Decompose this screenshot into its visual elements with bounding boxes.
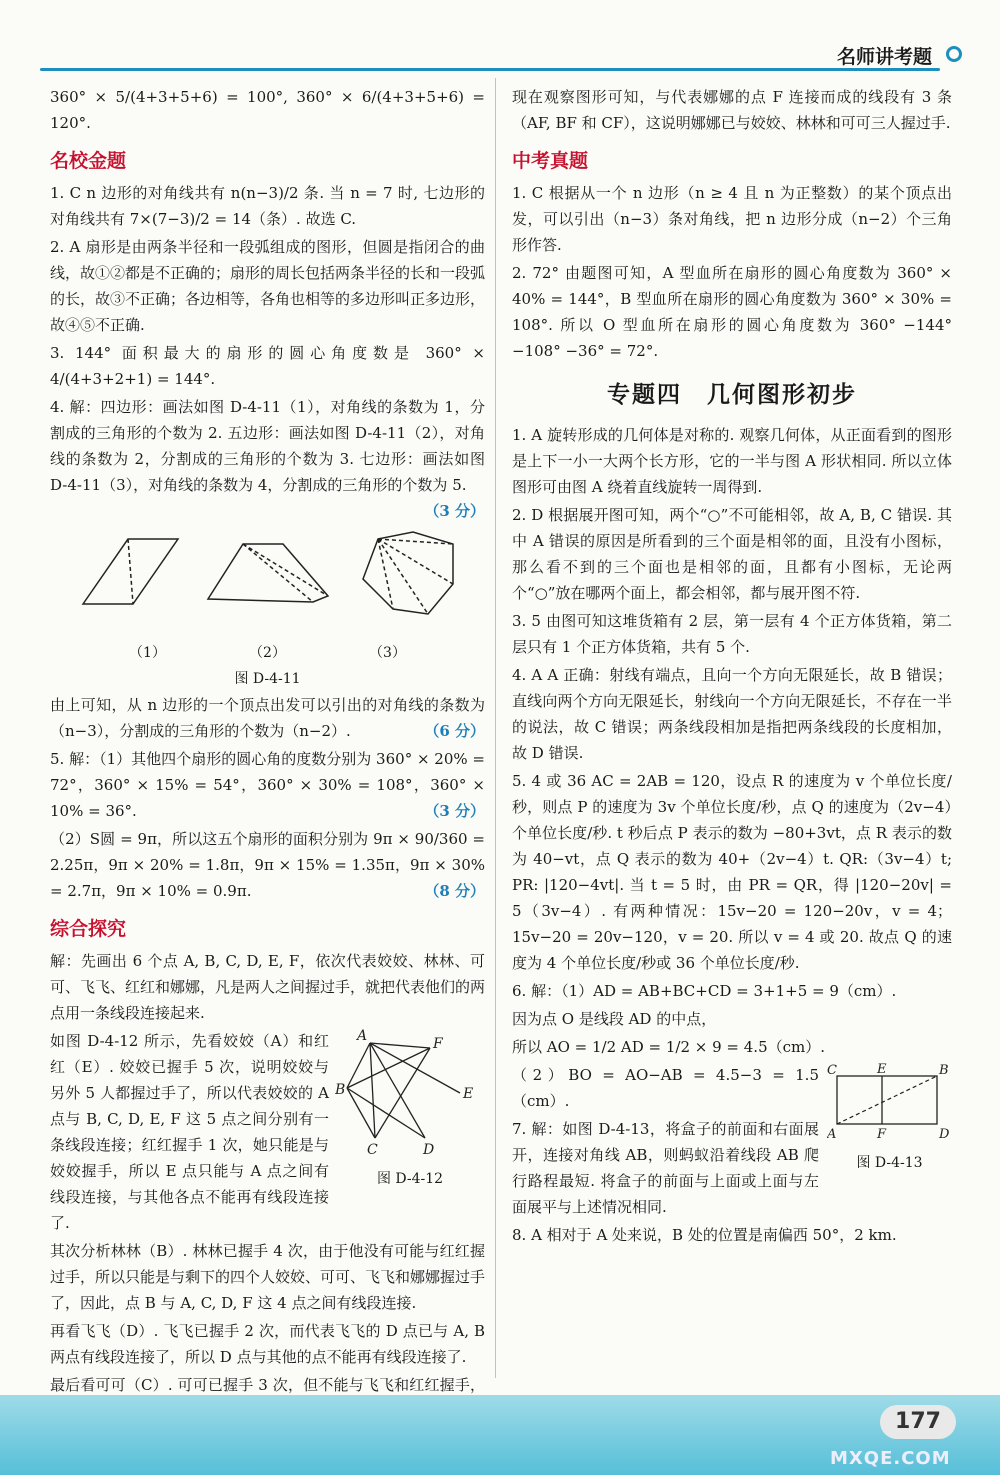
q7-with-figure xyxy=(512,1062,952,1222)
header-rule xyxy=(40,68,940,71)
point-label-e: E xyxy=(463,1086,474,1102)
left-column xyxy=(50,84,485,1426)
header-title: 名师讲考题 xyxy=(836,46,932,68)
explore-with-figure xyxy=(50,1028,485,1238)
topic-q6a: 6. 解：（1）AD = AB+BC+CD = 3+1+5 = 9（cm）. xyxy=(512,982,897,1000)
section-title-zonghe: 综合探究 xyxy=(50,918,127,940)
question-2: 2. A 扇形是由两条半径和一段弧组成的图形，但圆是指闭合的曲线，故①②都是不正确的；扇形的周长包括两条半径的长和一段弧的长，故③不正确；各边相等，各角也相等的多边形叫正多边形，故④⑤不正确. xyxy=(50,238,486,334)
section-title-mingxiao: 名校金题 xyxy=(50,150,127,172)
watermark: MXQE.COM xyxy=(830,1448,951,1469)
figure-d-4-13 xyxy=(827,1062,952,1142)
box-label-a: A xyxy=(827,1127,837,1142)
topic-q2: 2. D 根据展开图可知，两个“○”不可能相邻，故 A, B, C 错误. 其中 A 错误的原因是所看到的三个面是相邻的面，且没有小图标，那么看不到的三个面也是相邻的面，且都有小图标，无论两个“○”放在哪两个面上，都会相邻，都与展开图不符. xyxy=(512,506,952,602)
question-4 xyxy=(50,394,485,520)
point-label-b: B xyxy=(335,1082,346,1098)
q6-q7-text xyxy=(512,1062,819,1222)
point-label-c: C xyxy=(367,1142,378,1158)
fig-label-1: （1） xyxy=(129,645,166,661)
question-5a-text: 5. 解：（1）其他四个扇形的圆心角的度数分别为 360° × 20% = 72°，360° × 15% = 54°，360° × 30% = 108°，360° × 10% = 36°. xyxy=(50,750,485,820)
question-5b xyxy=(50,826,485,904)
section-title-zhongkao: 中考真题 xyxy=(512,150,589,172)
topic-q5: 5. 4 或 36 AC = 2AB = 120，设点 R 的速度为 v 个单位长度/秒，则点 P 的速度为 3v 个单位长度/秒，点 Q 的速度为（2v−4）个单位长度/秒. t 秒后点 P 表示的数为 −80+3vt，点 R 表示的数为 40−vt，点 Q 表示的数为 40+（2v−4）t. QR:（3v−4）t; PR: |120−4vt|. 当 t = 5 时，由 PR = QR，得 |120−20v| = 5（3v−4）. 有两种情况：15v−20 = 120−20v，v = 4；15v−20 = 20v−120，v = 20. 所以 v = 4 或 20. 故点 Q 的速度为 4 个单位长度/秒或 36 个单位长度/秒. xyxy=(512,772,952,972)
question-4-text: 4. 解：四边形：画法如图 D-4-11（1），对角线的条数为 1，分割成的三角形的个数为 2. 五边形：画法如图 D-4-11（2），对角线的条数为 2，分割成的三角形的个数为 3. 七边形：画法如图 D-4-11（3），对角线的条数为 4，分割成的三角形的个数为 5. xyxy=(50,398,485,494)
explore-continuation: 现在观察图形可知，与代表娜娜的点 F 连接而成的线段有 3 条（AF, BF 和 CF），这说明娜娜已与姣姣、林林和可可三人握过手. xyxy=(512,88,952,132)
topic-q1: 1. A 旋转形成的几何体是对称的. 观察几何体，从正面看到的图形是上下一小一大两个长方形，它的一半与图 A 形状相同. 所以立体图形可由图 A 绕着直线旋转一周得到. xyxy=(512,426,952,496)
right-column xyxy=(512,84,952,1250)
fig-label-2: （2） xyxy=(249,645,286,661)
box-label-e: E xyxy=(877,1062,887,1077)
figure-d-4-13-wrap xyxy=(827,1062,952,1222)
column-divider xyxy=(495,78,496,1378)
box-label-f: F xyxy=(877,1127,887,1142)
explore-paragraph-2: 如图 D-4-12 所示，先看姣姣（A）和红红（E）. 姣姣已握手 5 次，说明姣姣与另外 5 人都握过手了，所以代表姣姣的 A 点与 B, C, D, E, F 这 5 点之间分别有一条线段连接；红红握手 1 次，她只能是与姣姣握手，所以 E 点只能与 A 点之间有线段连接，与其他各点不能再有线段连接了. xyxy=(50,1032,329,1232)
box-label-d: D xyxy=(939,1127,950,1142)
figure-caption-d-4-13: 图 D-4-13 xyxy=(856,1155,923,1171)
point-label-a: A xyxy=(357,1028,368,1044)
zhongkao-1: 1. C 根据从一个 n 边形（n ≥ 4 且 n 为正整数）的某个顶点出发，可以引出（n−3）条对角线，把 n 边形分成（n−2）个三角形作答. xyxy=(512,184,952,254)
box-label-c: C xyxy=(827,1063,837,1078)
score-q4-cont: （6 分） xyxy=(424,722,485,740)
figure-caption-d-4-11: 图 D-4-11 xyxy=(234,671,301,687)
topic-q3: 3. 5 由图可知这堆货箱有 2 层，第一层有 4 个正方体货箱，第二层只有 1 个正方体货箱，共有 5 个. xyxy=(512,612,952,656)
topic-title: 专题四 几何图形初步 xyxy=(607,382,857,408)
question-4-conclusion-text: 由上可知，从 n 边形的一个顶点出发可以引出的对角线的条数为（n−3），分割成的三角形的个数为（n−2）. xyxy=(50,696,485,740)
question-4-conclusion xyxy=(50,692,485,744)
figure-d-4-12 xyxy=(335,1028,485,1158)
top-formula: 360° × 5/(4+3+5+6) = 100°, 360° × 6/(4+3+5+6) = 120°. xyxy=(50,88,485,132)
fig-label-3: （3） xyxy=(369,645,406,661)
figure-d-4-12-wrap xyxy=(335,1028,485,1238)
question-3: 3. 144° 面积最大的扇形的圆心角度数是 360° × 4/(4+3+2+1) = 144°. xyxy=(50,344,485,388)
explore-paragraph-3: 其次分析林林（B）. 林林已握手 4 次，由于他没有可能与红红握过手，所以只能是与剩下的四个人姣姣、可可、飞飞和娜娜握过手了，因此，点 B 与 A, C, D, F 这 4 点之间有线段连接. xyxy=(50,1242,486,1312)
page-number: 177 xyxy=(880,1405,956,1439)
header-circle-icon xyxy=(946,46,962,62)
topic-q7: 7. 解：如图 D-4-13，将盒子的前面和右面展开，连接对角线 AB，则蚂蚁沿着线段 AB 爬行路程最短. 将盒子的前面与上面或上面与左面展平与上述情况相同. xyxy=(512,1120,819,1216)
explore-paragraph-1: 解：先画出 6 个点 A, B, C, D, E, F，依次代表姣姣、林林、可可、飞飞、红红和娜娜，凡是两人之间握过手，就把代表他们的两点用一条线段连接起来. xyxy=(50,952,486,1022)
score-q4: （3 分） xyxy=(424,502,485,520)
point-label-f: F xyxy=(433,1036,443,1052)
figure-d-4-11 xyxy=(58,524,478,634)
topic-q6c: 所以 AO = 1/2 AD = 1/2 × 9 = 4.5（cm）. xyxy=(512,1038,826,1056)
zhongkao-2: 2. 72° 由题图可知，A 型血所在扇形的圆心角度数为 360° × 40% = 144°，B 型血所在扇形的圆心角度数为 360° × 30% = 108°. 所以 O 型血所在扇形的圆心角度数为 360° −144° −108° −36° = 72°. xyxy=(512,264,952,360)
explore-paragraph-5: 最后看可可（C）. 可可已握手 3 次，但不能与飞飞和红红握手， xyxy=(50,1376,485,1394)
score-q5b: （8 分） xyxy=(424,882,485,900)
score-q5a: （3 分） xyxy=(424,802,485,820)
box-label-b: B xyxy=(939,1063,949,1078)
topic-q8: 8. A 相对于 A 处来说，B 处的位置是南偏西 50°，2 km. xyxy=(512,1226,897,1244)
explore-paragraph-4: 再看飞飞（D）. 飞飞已握手 2 次，而代表飞飞的 D 点已与 A, B 两点有线段连接了，所以 D 点与其他的点不能再有线段连接了. xyxy=(50,1322,485,1366)
figure-caption-d-4-12: 图 D-4-12 xyxy=(376,1171,444,1187)
question-5b-text: （2）S圆 = 9π，所以这五个扇形的面积分别为 9π × 90/360 = 2.25π，9π × 20% = 1.8π，9π × 15% = 1.35π，9π × 30% = 2.7π，9π × 10% = 0.9π. xyxy=(50,830,485,900)
topic-q4: 4. A A 正确：射线有端点，且向一个方向无限延长，故 B 错误；直线向两个方向无限延长，射线向一个方向无限延长，不存在一半的说法，故 C 错误；两条线段相加是指把两条线段的长度相加，故 D 错误. xyxy=(512,666,952,762)
question-1: 1. C n 边形的对角线共有 n(n−3)/2 条. 当 n = 7 时, 七边形的对角线共有 7×(7−3)/2 = 14（条）. 故选 C. xyxy=(50,184,485,228)
topic-q6d: （2）BO = AO−AB = 4.5−3 = 1.5（cm）. xyxy=(512,1066,819,1110)
question-5a xyxy=(50,746,485,824)
topic-q6b: 因为点 O 是线段 AD 的中点， xyxy=(512,1010,717,1028)
point-label-d: D xyxy=(423,1142,435,1158)
